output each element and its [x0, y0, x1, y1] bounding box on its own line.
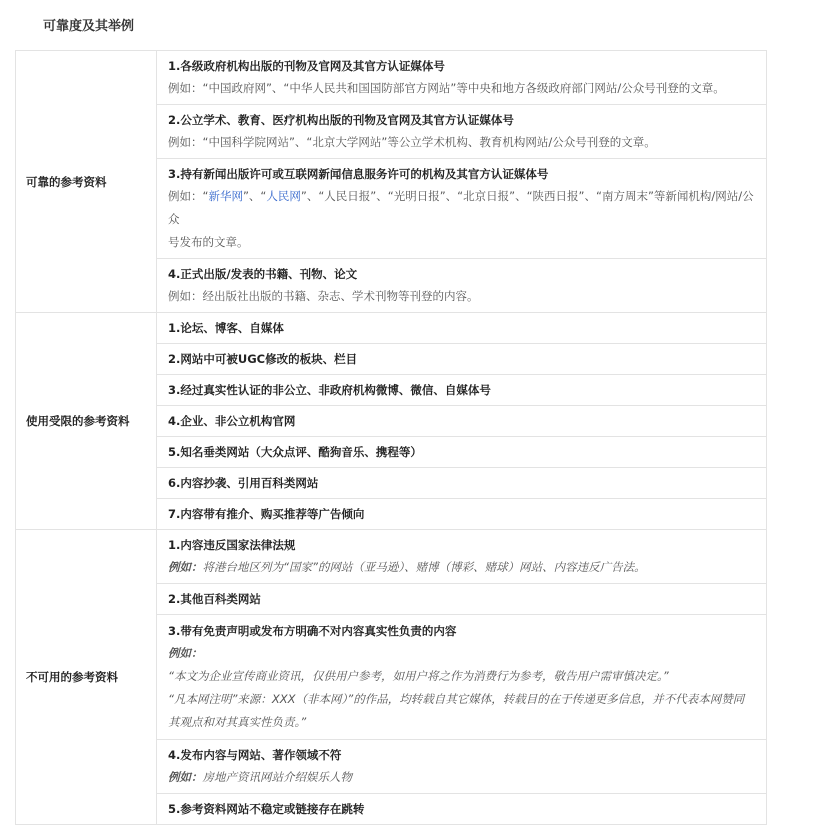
limited-item: 2.网站中可被UGC修改的板块、栏目 — [157, 344, 767, 375]
reliability-table — [15, 50, 767, 825]
item-title: 4.正式出版/发表的书籍、刊物、论文 — [168, 267, 358, 281]
item-quote: “本文为企业宣传商业资讯，仅供用户参考，如用户将之作为消费行为参考，敬告用户需审慎决定。” — [168, 669, 669, 683]
item-title: 2.公立学术、教育、医疗机构出版的刊物及官网及其官方认证媒体号 — [168, 113, 514, 127]
reliable-item-3 — [157, 159, 767, 259]
item-example: 例如：“中国科学院网站”、“北京大学网站”等公立学术机构、教育机构网站/公众号刊登的文章。 — [168, 135, 656, 149]
item-example: 例如：将港台地区列为“国家”的网站（亚马逊）、赌博（博彩、赌球）网站、内容违反广告法。 — [168, 560, 646, 574]
reliable-item-2 — [157, 105, 767, 159]
limited-item: 1.论坛、博客、自媒体 — [157, 313, 767, 344]
item-example: 例如：经出版社出版的书籍、杂志、学术刊物等刊登的内容。 — [168, 289, 479, 303]
unusable-item-3 — [157, 615, 767, 740]
limited-item: 3.经过真实性认证的非公立、非政府机构微博、微信、自媒体号 — [157, 375, 767, 406]
limited-item: 4.企业、非公立机构官网 — [157, 406, 767, 437]
limited-item: 7.内容带有推介、购买推荐等广告倾向 — [157, 499, 767, 530]
item-title: 4.发布内容与网站、著作领域不符 — [168, 748, 342, 762]
item-example: 例如：“新华网”、“人民网”、“人民日报”、“光明日报”、“北京日报”、“陕西日报”、“南方周末”等新闻机构/网站/公众 — [168, 189, 754, 226]
category-limited: 使用受限的参考资料 — [16, 313, 157, 530]
item-title: 3.带有免责声明或发布方明确不对内容真实性负责的内容 — [168, 624, 457, 638]
link-xinhuanet[interactable]: 新华网 — [208, 189, 243, 203]
reliable-item-4 — [157, 259, 767, 313]
unusable-item-2: 2.其他百科类网站 — [157, 584, 767, 615]
item-example: 例如：“中国政府网”、“中华人民共和国国防部官方网站”等中央和地方各级政府部门网站/公众号刊登的文章。 — [168, 81, 725, 95]
unusable-item-1 — [157, 530, 767, 584]
reliable-item-1 — [157, 51, 767, 105]
category-unusable: 不可用的参考资料 — [16, 530, 157, 825]
item-example: 例如：房地产资讯网站介绍娱乐人物 — [168, 770, 352, 784]
item-example-label: 例如： — [168, 646, 203, 660]
item-title: 1.内容违反国家法律法规 — [168, 538, 296, 552]
limited-item: 5.知名垂类网站（大众点评、酷狗音乐、携程等） — [157, 437, 767, 468]
link-peoplenet[interactable]: 人民网 — [266, 189, 301, 203]
unusable-item-4 — [157, 740, 767, 794]
category-reliable: 可靠的参考资料 — [16, 51, 157, 313]
item-example-cont: 号发布的文章。 — [168, 235, 249, 249]
item-quote-cont: 其观点和对其真实性负责。” — [168, 715, 307, 729]
unusable-item-5: 5.参考资料网站不稳定或链接存在跳转 — [157, 794, 767, 825]
section-title: 可靠度及其举例 — [43, 19, 135, 34]
item-title: 3.持有新闻出版许可或互联网新闻信息服务许可的机构及其官方认证媒体号 — [168, 167, 549, 181]
item-quote: “凡本网注明”来源：XXX（非本网）”的作品，均转载自其它媒体，转载目的在于传递更多信息，并不代表本网赞同 — [168, 692, 745, 706]
item-title: 1.各级政府机构出版的刊物及官网及其官方认证媒体号 — [168, 59, 445, 73]
limited-item: 6.内容抄袭、引用百科类网站 — [157, 468, 767, 499]
